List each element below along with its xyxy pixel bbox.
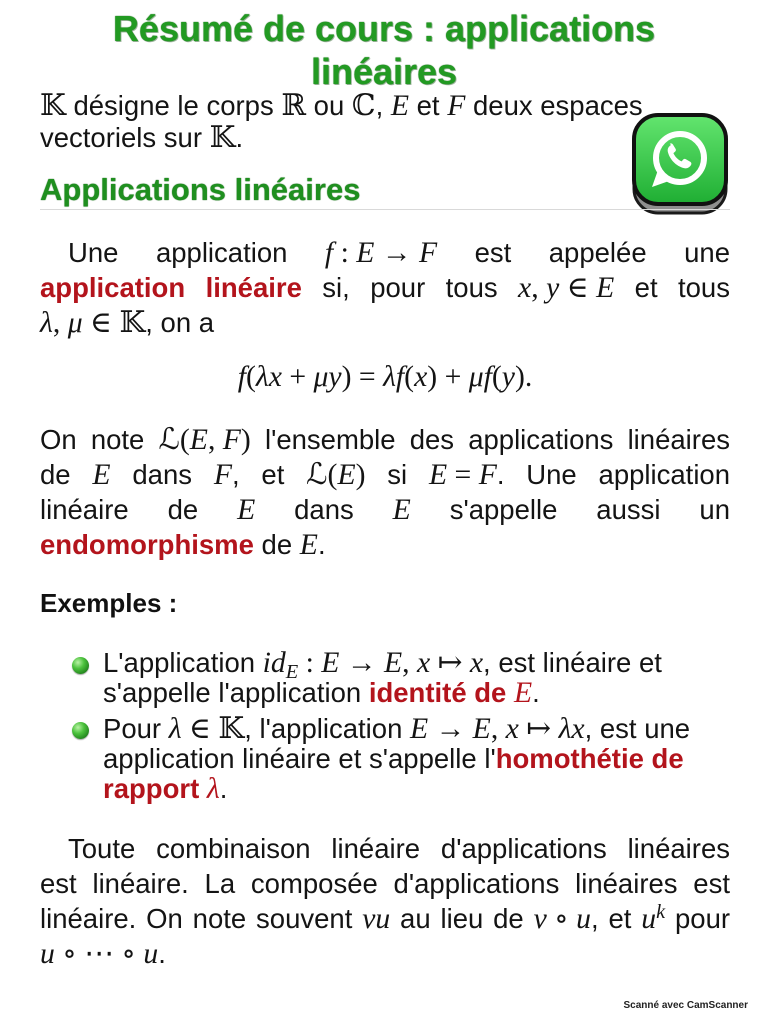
math-letter: E [285, 661, 299, 684]
text-run: , l'application [244, 713, 410, 744]
heading-divider [40, 209, 730, 210]
text-run: . [532, 677, 540, 708]
text-line [40, 901, 730, 936]
math-expression: E = F [428, 459, 497, 491]
text-run: Toute combinaison linéaire d'applications linéaires [68, 833, 730, 864]
defined-term: rapport [103, 773, 207, 804]
defined-term: homothétie de [495, 743, 684, 774]
math-letter: k [656, 900, 666, 923]
text-line [40, 90, 643, 122]
defined-term: application linéaire [40, 272, 302, 303]
math-expression: : E → E, x ↦ x [305, 647, 484, 679]
math-letter: u [143, 938, 159, 970]
math-letter: F [478, 459, 497, 491]
text-run: , [375, 90, 391, 121]
defined-term: identité de [368, 677, 514, 708]
text-run: vectoriels sur [40, 122, 210, 153]
math-letter: E [237, 494, 256, 526]
math-letter: y [328, 361, 342, 393]
text-run: On note [40, 424, 159, 455]
text-run: . [317, 529, 326, 560]
math-letter: u [375, 903, 391, 935]
math-expression [237, 493, 255, 528]
math-expression: 𝕂 [40, 90, 66, 122]
text-run: s'appelle l'application [103, 677, 369, 708]
math-letter: d [270, 647, 286, 679]
math-letter: u [40, 938, 55, 970]
math-letter: x [571, 713, 585, 745]
math-expression: 𝕂 [209, 122, 236, 154]
text-run: application linéaire et s'appelle l' [103, 743, 496, 774]
math-letter: E [92, 459, 111, 491]
math-letter: E [410, 713, 429, 745]
math-letter: μ [313, 361, 329, 393]
notation-paragraph [40, 422, 730, 562]
math-expression: u ∘ ⋯ ∘ u [40, 938, 159, 970]
text-run: Pour [103, 713, 169, 744]
text-run: de [40, 459, 93, 490]
math-letter: E [321, 647, 340, 679]
math-letter: x [469, 647, 484, 679]
math-letter: f [395, 361, 405, 393]
math-letter: x [268, 361, 282, 393]
text-line [103, 647, 662, 684]
math-letter: f [324, 237, 334, 269]
whatsapp-tile [634, 115, 726, 204]
text-line [40, 457, 730, 492]
math-letter: i [262, 647, 271, 679]
text-line [40, 270, 730, 305]
math-subscript [286, 661, 298, 683]
math-expression [393, 493, 411, 528]
math-letter: E [299, 529, 318, 561]
text-run: . [235, 122, 244, 153]
math-letter: x [505, 713, 519, 745]
math-letter: F [418, 237, 438, 269]
text-run: et tous [614, 272, 730, 303]
math-expression [641, 902, 656, 937]
text-run: si, pour tous [301, 272, 519, 303]
text-line [40, 305, 730, 340]
text-line [40, 527, 730, 562]
text-run: ou [306, 90, 352, 121]
math-expression: λ, μ ∈ 𝕂 [40, 307, 146, 339]
text-line [103, 744, 690, 774]
math-expression: x, y ∈ E [518, 272, 615, 304]
math-letter: E [428, 459, 448, 491]
math-expression [391, 90, 409, 122]
text-run: l'ensemble des applications linéaires [250, 424, 730, 455]
text-run: et [408, 90, 448, 121]
defined-term-math [207, 774, 220, 804]
text-run: Une application [68, 237, 325, 268]
math-letter: x [416, 647, 431, 679]
math-letter: λ [558, 713, 572, 745]
green-dot-bullet-icon [72, 657, 89, 674]
math-letter: F [447, 90, 466, 122]
defined-term-math [514, 678, 532, 708]
math-expression [447, 90, 465, 122]
math-letter: E [383, 647, 403, 679]
math-letter: u [641, 903, 657, 935]
scanner-watermark: Scanné avec CamScanner [623, 1000, 748, 1011]
text-run: . Une application [496, 459, 731, 490]
text-run: au lieu de [390, 903, 534, 934]
math-expression: E → E, x ↦ λx [410, 713, 585, 745]
text-line [40, 936, 730, 971]
math-letter: λ [168, 713, 182, 745]
math-superscript [656, 901, 665, 923]
math-expression: ℂ [351, 90, 376, 122]
whatsapp-logo-graphic [630, 112, 730, 216]
math-expression [362, 902, 390, 937]
defined-term: endomorphisme [40, 529, 254, 560]
text-line [40, 122, 643, 154]
math-letter: E [337, 459, 356, 491]
math-expression: ℝ [281, 90, 307, 122]
math-expression [263, 648, 286, 678]
section-heading: Applications linéaires [40, 172, 361, 207]
math-letter: E [356, 237, 375, 269]
math-expression: f(λx + μy) = λf(x) + μf(y). [237, 361, 533, 393]
text-run: de [253, 529, 300, 560]
display-formula [40, 359, 730, 394]
math-letter: f [237, 361, 246, 393]
text-run: linéaire de [40, 494, 238, 525]
examples-heading: Exemples : [40, 588, 178, 618]
whatsapp-icon [630, 112, 730, 216]
text-line [103, 714, 690, 744]
text-run: s'appelle aussi un [410, 494, 730, 525]
math-letter: F [222, 424, 241, 456]
math-letter: y [546, 272, 560, 304]
math-expression [214, 458, 232, 493]
text-run: désigne le corps [65, 90, 282, 121]
text-run: pour [665, 903, 731, 934]
math-expression: ℒ(E) [306, 459, 366, 491]
text-line [40, 492, 730, 527]
math-letter: E [472, 713, 491, 745]
text-run: , on a [145, 307, 215, 338]
math-letter: μ [468, 361, 484, 393]
math-letter: E [596, 272, 615, 304]
text-line [103, 678, 662, 708]
math-letter: μ [67, 307, 83, 339]
math-letter: F [213, 459, 232, 491]
page-title: Résumé de cours : applications linéaires [112, 8, 656, 92]
text-run: . [158, 938, 166, 969]
math-letter: y [501, 361, 515, 393]
math-letter: E [390, 90, 409, 122]
text-run: linéaire. On note souvent [40, 903, 363, 934]
text-run: , et [591, 903, 642, 934]
math-letter: f [483, 361, 492, 393]
text-line [40, 235, 730, 270]
math-letter: λ [206, 773, 220, 805]
text-line [103, 774, 690, 804]
text-run: . [219, 773, 228, 804]
text-run: dans [110, 459, 214, 490]
text-run: , est une [584, 713, 691, 744]
math-letter: λ [383, 361, 396, 393]
math-expression: λ ∈ 𝕂 [168, 713, 245, 745]
text-run: deux espaces [465, 90, 643, 121]
math-expression [92, 458, 110, 493]
math-letter: u [576, 903, 591, 935]
math-letter: x [518, 272, 532, 304]
math-letter: λ [40, 307, 53, 339]
text-run: dans [255, 494, 393, 525]
math-letter: v [362, 903, 376, 935]
math-letter: E [189, 424, 208, 456]
text-line [40, 359, 730, 394]
math-letter: λ [255, 361, 269, 393]
math-expression [300, 528, 318, 563]
text-line [40, 422, 730, 457]
composition-paragraph [40, 831, 730, 971]
text-run: , et [231, 459, 307, 490]
math-expression: ℒ(E, F) [158, 424, 251, 456]
text-run: est appelée une [437, 237, 730, 268]
intro-paragraph [40, 90, 643, 154]
example-item [103, 648, 662, 708]
math-letter: E [513, 677, 533, 709]
text-line [40, 866, 730, 901]
text-run: , est linéaire et [483, 647, 662, 678]
green-dot-bullet-icon [72, 722, 89, 739]
text-run: L'application [103, 647, 263, 678]
example-item [103, 714, 690, 804]
math-letter: v [533, 903, 547, 935]
text-run: est linéaire. La composée d'applications linéaires est [40, 868, 730, 899]
math-expression: f : E → F [324, 237, 438, 269]
math-letter: x [414, 361, 428, 393]
text-line [40, 831, 730, 866]
math-expression: v ∘ u [533, 903, 591, 935]
definition-paragraph [40, 235, 730, 340]
math-letter: E [392, 494, 411, 526]
text-run: si [365, 459, 429, 490]
